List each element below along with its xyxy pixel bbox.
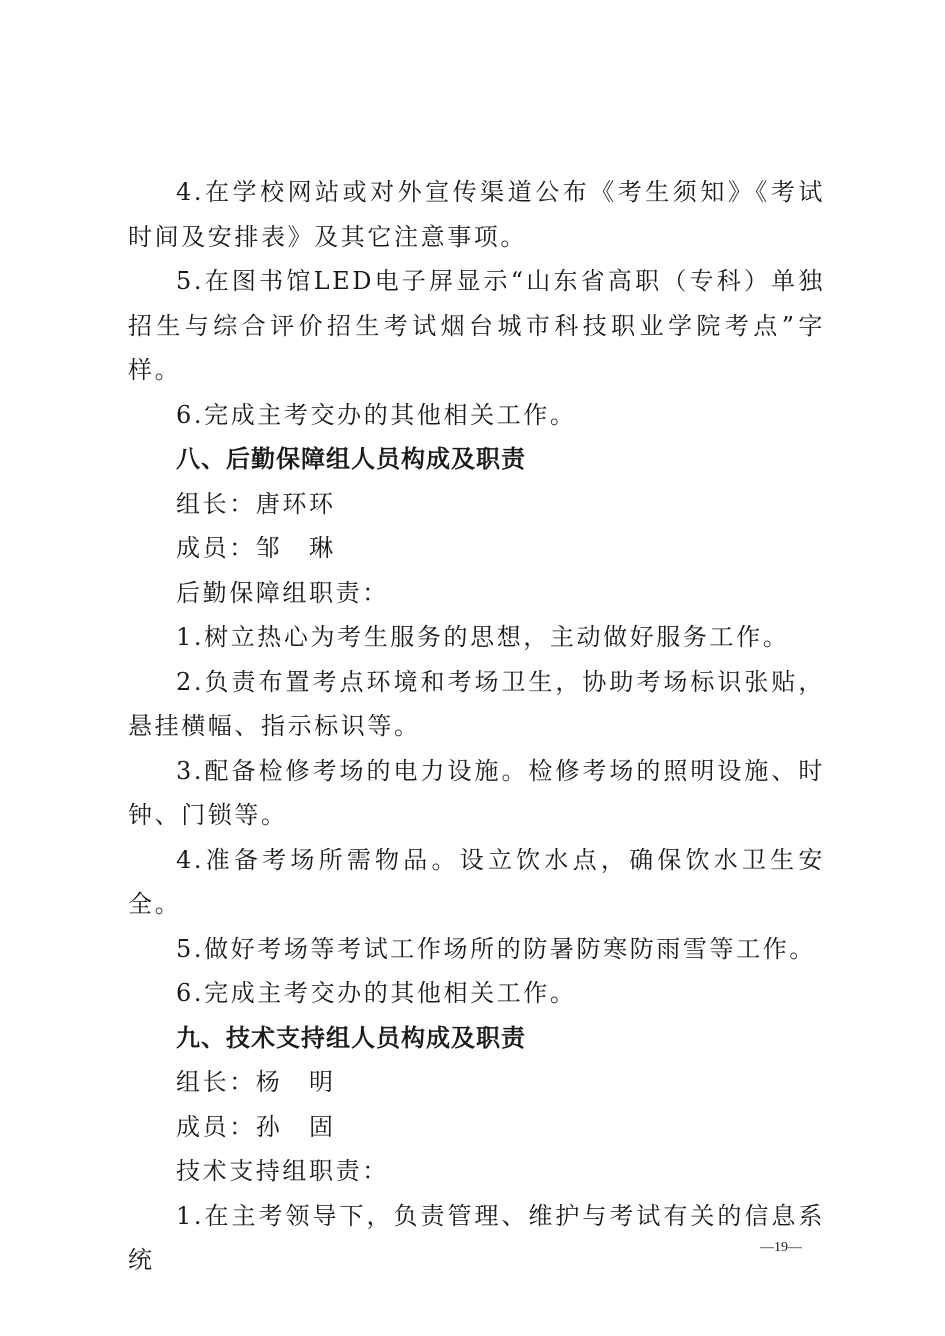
section-heading-logistics: 八、后勤保障组人员构成及职责 <box>176 445 526 473</box>
tech-duty-1: 1.在主考领导下，负责管理、维护与考试有关的信息系统 <box>128 1201 825 1274</box>
logistics-duty-3: 3.配备检修考场的电力设施。检修考场的照明设施、时钟、门锁等。 <box>128 756 825 829</box>
logistics-duty-2: 2.负责布置考点环境和考场卫生，协助考场标识张贴，悬挂横幅、指示标识等。 <box>128 667 825 740</box>
logistics-duty-4: 4.准备考场所需物品。设立饮水点，确保饮水卫生安全。 <box>128 845 825 918</box>
paragraph-other-work: 6.完成主考交办的其他相关工作。 <box>176 400 577 429</box>
tech-duties-label: 技术支持组职责： <box>176 1157 389 1185</box>
tech-group-members: 成员：孙 固 <box>176 1112 336 1141</box>
logistics-group-leader: 组长：唐环环 <box>176 489 336 518</box>
logistics-group-members: 成员：邹 琳 <box>176 534 336 562</box>
paragraph-publish-notice: 4.在学校网站或对外宣传渠道公布《考生须知》《考试时间及安排表》及其它注意事项。 <box>128 178 825 251</box>
page-number: —19— <box>760 1240 802 1255</box>
logistics-duties-label: 后勤保障组职责： <box>176 578 389 607</box>
paragraph-led-display: 5.在图书馆LED电子屏显示“山东省高职（专科）单独招生与综合评价招生考试烟台城市科技职业学院考点”字样。 <box>128 267 825 384</box>
tech-group-leader: 组长：杨 明 <box>176 1068 336 1096</box>
document-body <box>128 170 825 1283</box>
logistics-duty-5: 5.做好考场等考试工作场所的防暑防寒防雨雪等工作。 <box>176 934 816 963</box>
section-heading-tech-support: 九、技术支持组人员构成及职责 <box>176 1023 526 1052</box>
logistics-duty-6: 6.完成主考交办的其他相关工作。 <box>176 979 577 1007</box>
logistics-duty-1: 1.树立热心为考生服务的思想，主动做好服务工作。 <box>176 623 790 651</box>
